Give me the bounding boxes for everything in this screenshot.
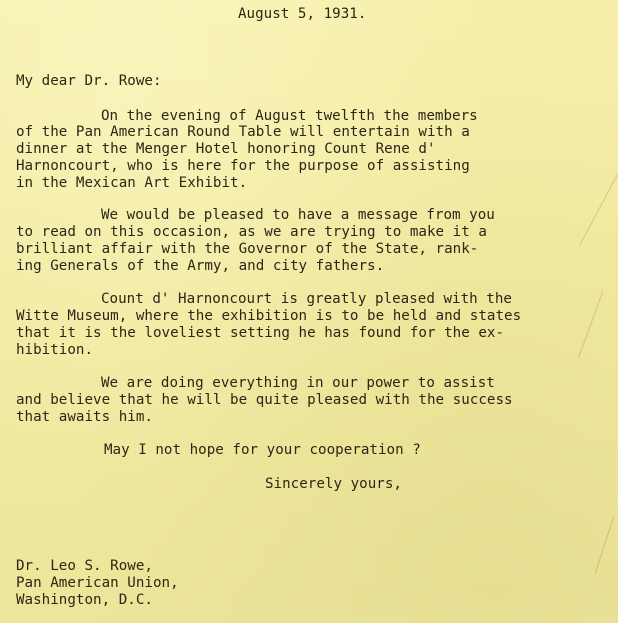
closing: Sincerely yours,	[265, 476, 402, 492]
paragraph-1-line: of the Pan American Round Table will entertain with a	[16, 124, 470, 140]
paragraph-1-line: dinner at the Menger Hotel honoring Count Rene d'	[16, 141, 436, 157]
paragraph-1-line: On the evening of August twelfth the members	[101, 108, 478, 124]
salutation: My dear Dr. Rowe:	[16, 73, 162, 89]
paper-crease	[578, 292, 603, 358]
paragraph-3-line: that it is the loveliest setting he has found for the ex-	[16, 325, 505, 341]
paragraph-1-line: Harnoncourt, who is here for the purpose of assisting	[16, 158, 470, 174]
recipient-line: Washington, D.C.	[16, 592, 153, 608]
paper-crease	[595, 516, 614, 573]
paragraph-4-line: We are doing everything in our power to assist	[101, 375, 495, 391]
paragraph-2-line: We would be pleased to have a message from you	[101, 207, 495, 223]
paragraph-3-line: Witte Museum, where the exhibition is to be held and states	[16, 308, 522, 324]
paragraph-3-line: Count d' Harnoncourt is greatly pleased with the	[101, 291, 512, 307]
paragraph-3-line: hibition.	[16, 342, 94, 358]
paragraph-4-line: that awaits him.	[16, 409, 153, 425]
paragraph-5-line: May I not hope for your cooperation ?	[104, 442, 421, 458]
paragraph-2-line: ing Generals of the Army, and city fathers.	[16, 258, 385, 274]
paragraph-2-line: to read on this occasion, as we are trying to make it a	[16, 224, 487, 240]
paragraph-1-line: in the Mexican Art Exhibit.	[16, 175, 248, 191]
paper-crease	[579, 174, 617, 245]
letter-date: August 5, 1931.	[238, 6, 367, 22]
recipient-line: Dr. Leo S. Rowe,	[16, 558, 153, 574]
recipient-line: Pan American Union,	[16, 575, 179, 591]
paragraph-2-line: brilliant affair with the Governor of the State, rank-	[16, 241, 479, 257]
paragraph-4-line: and believe that he will be quite pleased with the success	[16, 392, 513, 408]
